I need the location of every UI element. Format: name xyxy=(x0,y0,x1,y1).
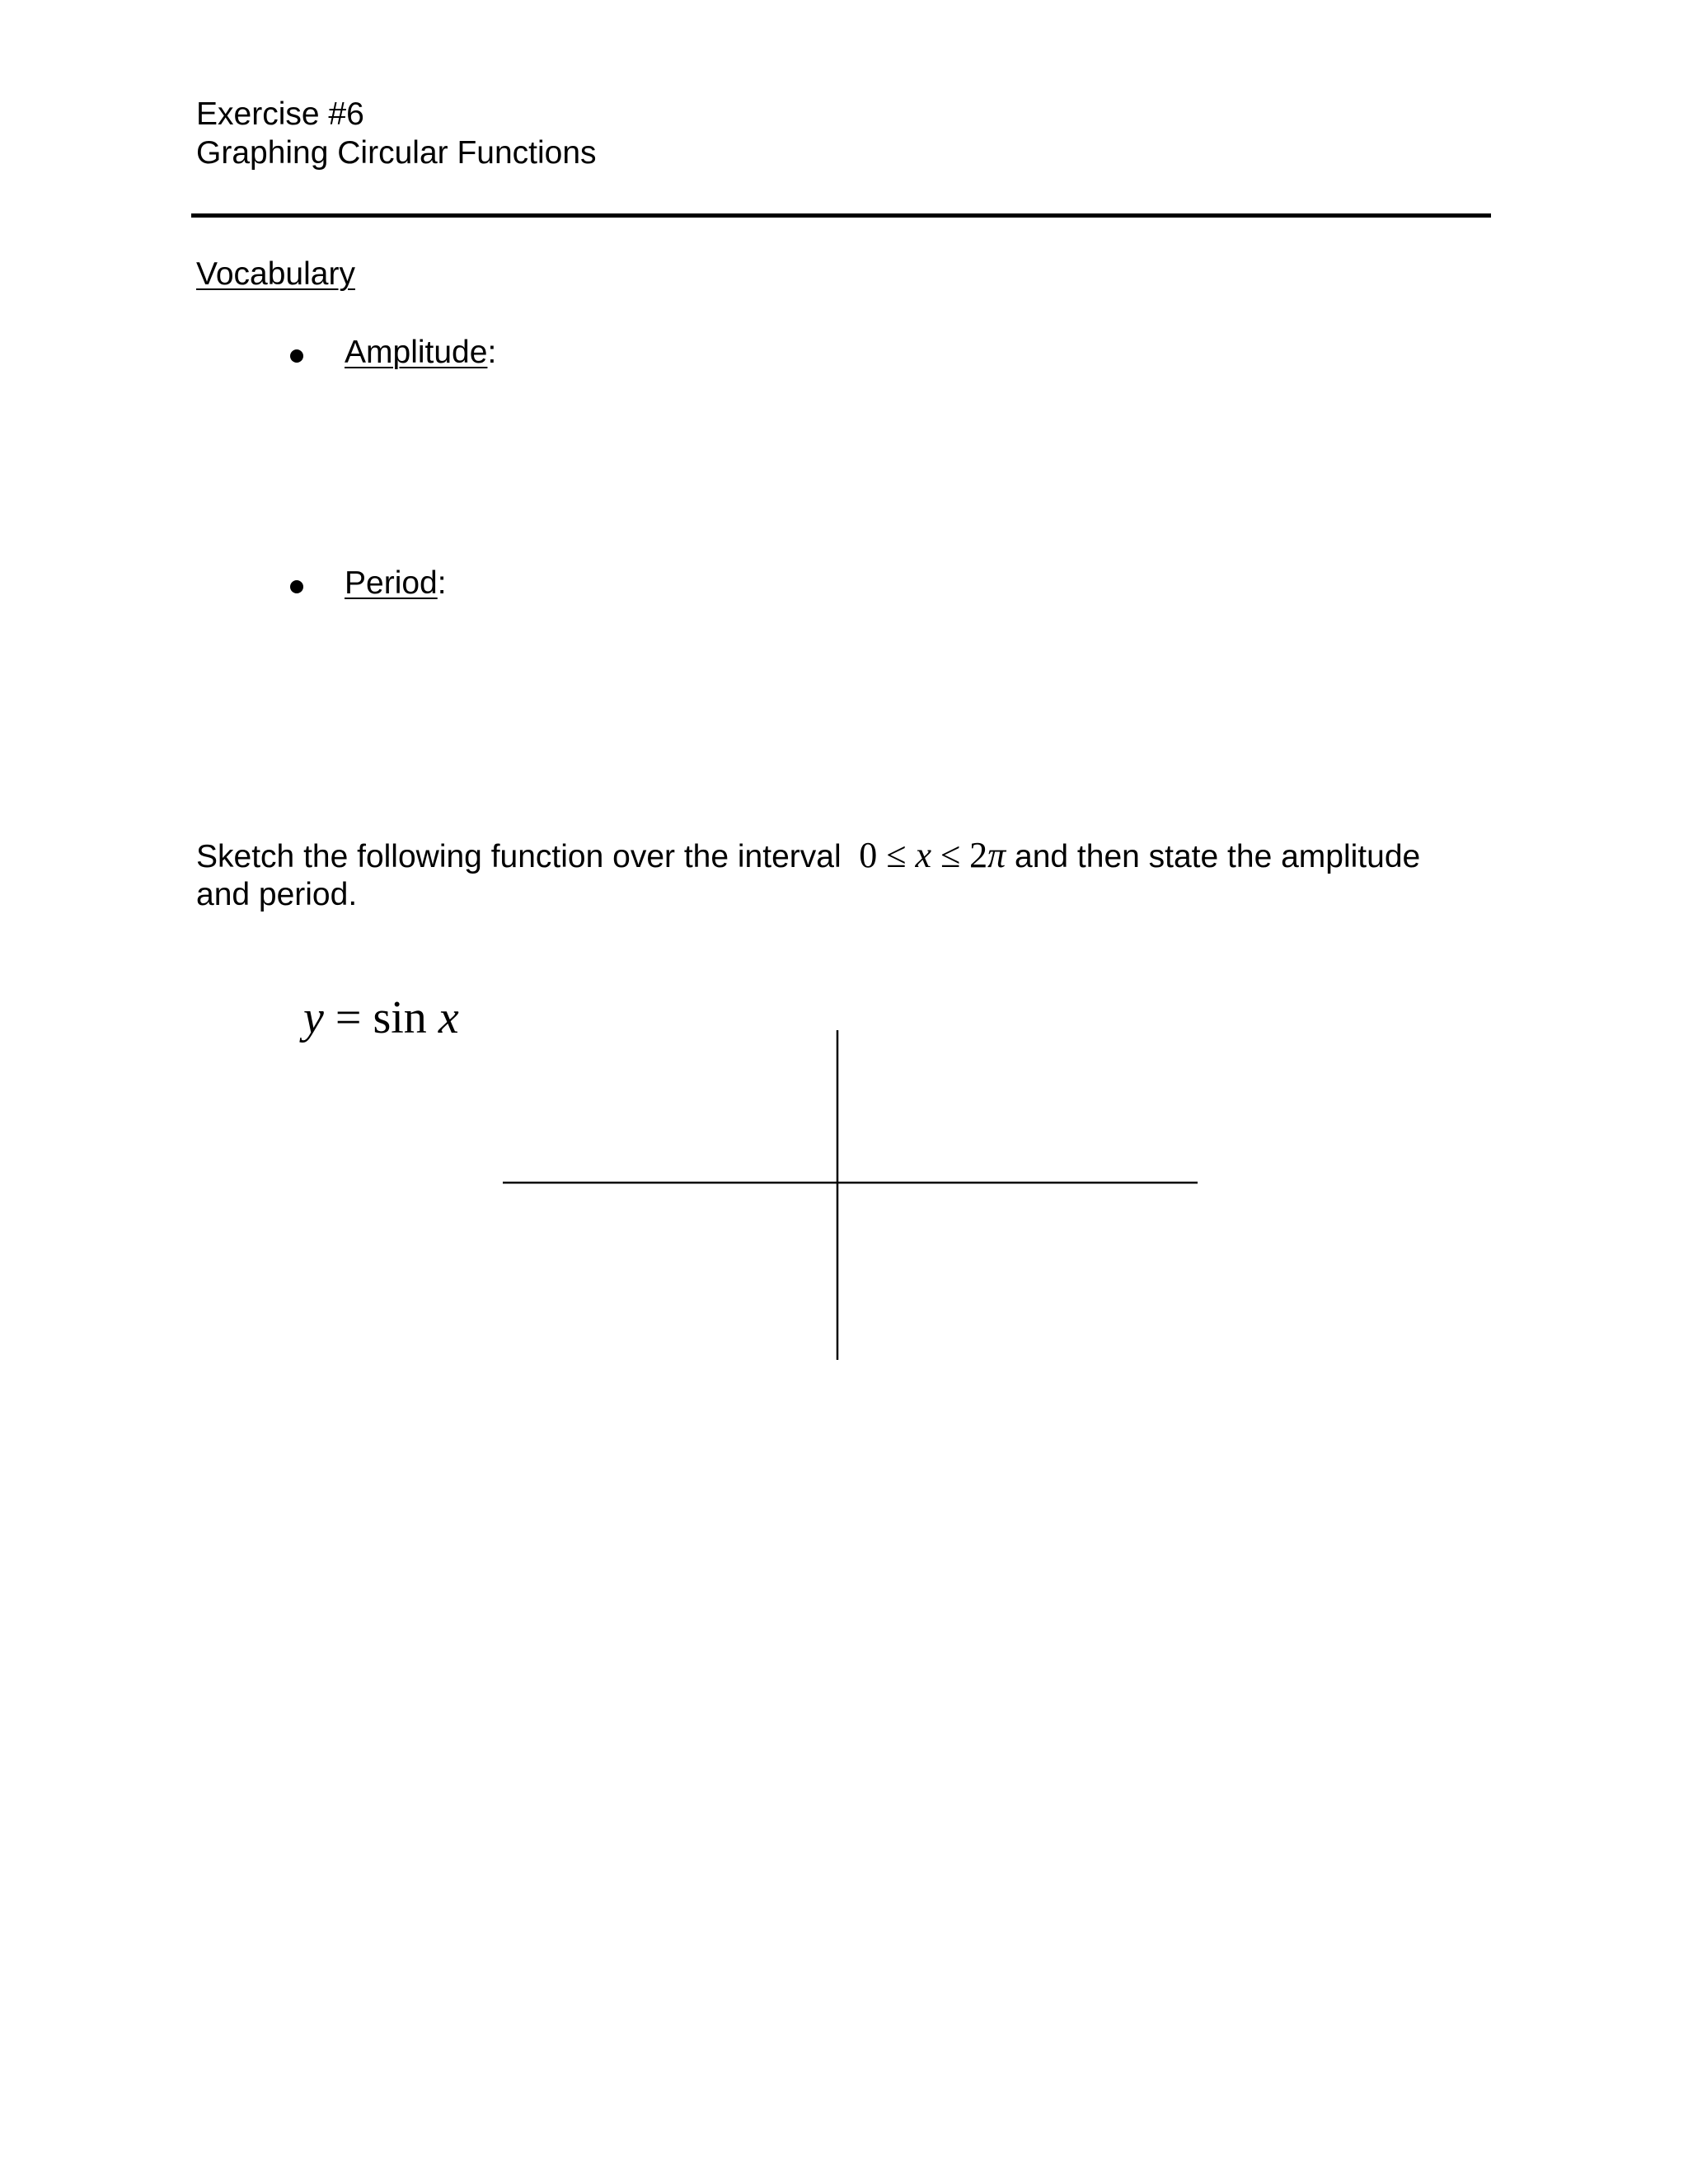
instruction-text-before: Sketch the following function over the interval xyxy=(196,839,842,874)
header-divider xyxy=(191,213,1491,218)
function-label xyxy=(303,991,459,1044)
exercise-subtitle: Graphing Circular Functions xyxy=(196,135,597,171)
interval-upper-coef: 2 xyxy=(969,835,988,875)
vocab-term-amplitude: Amplitude xyxy=(345,335,488,370)
instruction-line-1 xyxy=(196,836,1420,877)
interval-lower: 0 xyxy=(859,835,878,875)
function-eq: = xyxy=(335,992,362,1043)
vocab-item-amplitude xyxy=(345,334,496,372)
vocab-term-period: Period xyxy=(345,565,438,601)
interval-op2: ≤ xyxy=(940,835,961,875)
blank-coordinate-axes xyxy=(495,1030,1220,1376)
instruction-text-after: and then state the amplitude xyxy=(1015,839,1421,874)
interval-op1: ≤ xyxy=(886,835,907,875)
function-name: sin xyxy=(373,992,427,1043)
vocab-colon: : xyxy=(437,565,447,601)
interval-var: x xyxy=(915,835,931,875)
function-arg: x xyxy=(438,992,459,1043)
function-lhs: y xyxy=(303,992,324,1043)
exercise-title: Exercise #6 xyxy=(196,96,364,132)
interval-upper-symbol: π xyxy=(987,835,1006,875)
bullet-icon xyxy=(290,580,303,593)
bullet-icon xyxy=(290,349,303,363)
interval-expression xyxy=(859,835,1006,875)
vocabulary-heading: Vocabulary xyxy=(196,256,355,292)
vocab-item-period xyxy=(345,565,447,602)
vocab-colon: : xyxy=(487,335,497,370)
instruction-line-2: and period. xyxy=(196,877,358,912)
